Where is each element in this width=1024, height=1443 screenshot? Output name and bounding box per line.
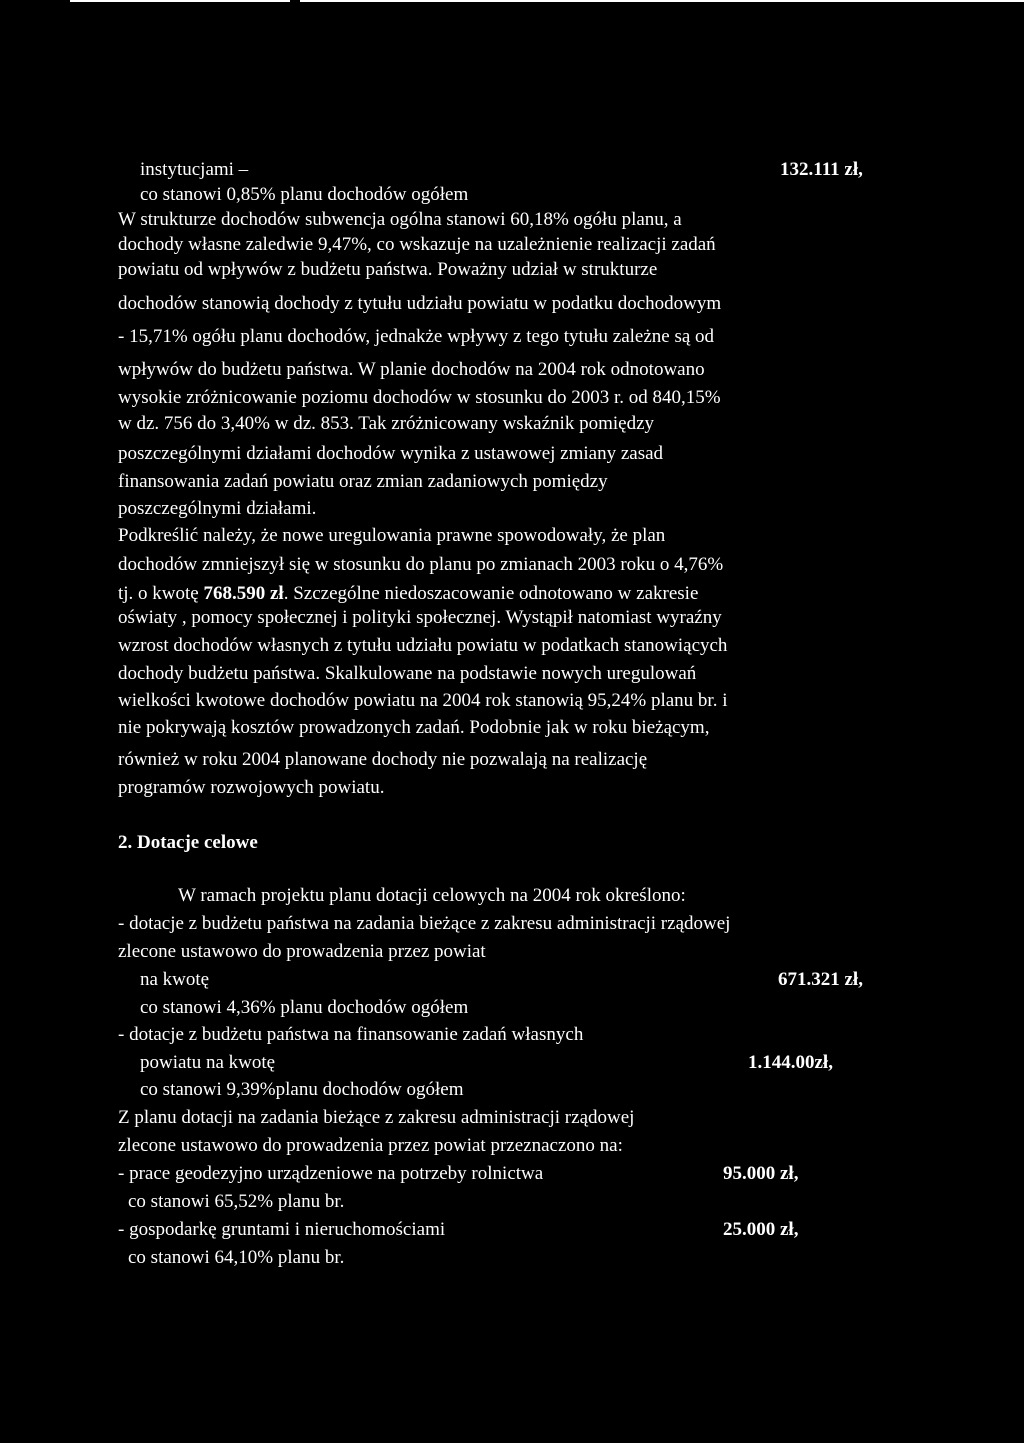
p1-line: poszczególnymi działami.: [118, 498, 317, 519]
item2-amount: 1.144.00zł,: [748, 1052, 833, 1073]
sub2-amount: 25.000 zł,: [723, 1219, 799, 1240]
p1-line: poszczególnymi działami dochodów wynika z ustawowej zmiany zasad: [118, 443, 664, 464]
sub2-label: - gospodarkę gruntami i nieruchomościami: [118, 1219, 446, 1240]
scan-top-rule-left: [70, 0, 290, 2]
item1-share: co stanowi 4,36% planu dochodów ogółem: [140, 997, 469, 1018]
section-heading: 2. Dotacje celowe: [118, 832, 258, 853]
p1-line: powiatu od wpływów z budżetu państwa. Poważny udział w strukturze: [118, 259, 658, 280]
p2-line: oświaty , pomocy społecznej i polityki społecznej. Wystąpił natomiast wyraźny: [118, 607, 722, 628]
p1-line: - 15,71% ogółu planu dochodów, jednakże wpływy z tego tytułu zależne są od: [118, 326, 715, 347]
section-intro: W ramach projektu planu dotacji celowych na 2004 rok określono:: [178, 885, 686, 906]
sub1-label: - prace geodezyjno urządzeniowe na potrzeby rolnictwa: [118, 1163, 544, 1184]
p1-line: dochodów stanowią dochody z tytułu udziału powiatu w podatku dochodowym: [118, 293, 722, 314]
allocation-line: zlecone ustawowo do prowadzenia przez powiat przeznaczono na:: [118, 1135, 623, 1156]
scan-top-rule-right: [300, 0, 1024, 2]
p1-line: W strukturze dochodów subwencja ogólna stanowi 60,18% ogółu planu, a: [118, 209, 682, 230]
p2-line: nie pokrywają kosztów prowadzonych zadań. Podobnie jak w roku bieżącym,: [118, 717, 710, 738]
p1-line: dochody własne zaledwie 9,47%, co wskazuje na uzależnienie realizacji zadań: [118, 234, 716, 255]
sub1-share: co stanowi 65,52% planu br.: [128, 1191, 345, 1212]
p1-line: w dz. 756 do 3,40% w dz. 853. Tak zróżnicowany wskaźnik pomiędzy: [118, 413, 654, 434]
p2-line3-amount: 768.590 zł: [203, 583, 284, 604]
p2-line3-post: . Szczególne niedoszacowanie odnotowano w zakresie: [283, 583, 699, 604]
p2-line: programów rozwojowych powiatu.: [118, 777, 385, 798]
intro-amount: 132.111 zł,: [780, 159, 863, 180]
p1-line: wysokie zróżnicowanie poziomu dochodów w stosunku do 2003 r. od 840,15%: [118, 387, 721, 408]
p2-line-with-amount: [118, 582, 698, 606]
sub2-share: co stanowi 64,10% planu br.: [128, 1247, 345, 1268]
item2-share: co stanowi 9,39%planu dochodów ogółem: [140, 1079, 464, 1100]
p2-line: Podkreślić należy, że nowe uregulowania prawne spowodowały, że plan: [118, 525, 666, 546]
p2-line: dochodów zmniejszył się w stosunku do planu po zmianach 2003 roku o 4,76%: [118, 554, 724, 575]
p2-line: wzrost dochodów własnych z tytułu udziału powiatu w podatkach stanowiących: [118, 635, 728, 656]
item1-line: - dotacje z budżetu państwa na zadania bieżące z zakresu administracji rządowej: [118, 913, 731, 934]
item2-label: powiatu na kwotę: [140, 1052, 276, 1073]
p1-line: wpływów do budżetu państwa. W planie dochodów na 2004 rok odnotowano: [118, 359, 705, 380]
item1-line: zlecone ustawowo do prowadzenia przez powiat: [118, 941, 486, 962]
item1-label: na kwotę: [140, 969, 210, 990]
p2-line: również w roku 2004 planowane dochody nie pozwalają na realizację: [118, 749, 648, 770]
sub1-amount: 95.000 zł,: [723, 1163, 799, 1184]
item1-amount: 671.321 zł,: [778, 969, 863, 990]
allocation-line: Z planu dotacji na zadania bieżące z zakresu administracji rządowej: [118, 1107, 635, 1128]
p1-line: finansowania zadań powiatu oraz zmian zadaniowych pomiędzy: [118, 471, 608, 492]
item2-line: - dotacje z budżetu państwa na finansowanie zadań własnych: [118, 1024, 584, 1045]
p2-line: wielkości kwotowe dochodów powiatu na 2004 rok stanowią 95,24% planu br. i: [118, 690, 728, 711]
intro-label: instytucjami –: [140, 159, 249, 180]
intro-share: co stanowi 0,85% planu dochodów ogółem: [140, 184, 469, 205]
p2-line: dochody budżetu państwa. Skalkulowane na podstawie nowych uregulowań: [118, 663, 697, 684]
p2-line3-pre: tj. o kwotę: [118, 583, 204, 604]
